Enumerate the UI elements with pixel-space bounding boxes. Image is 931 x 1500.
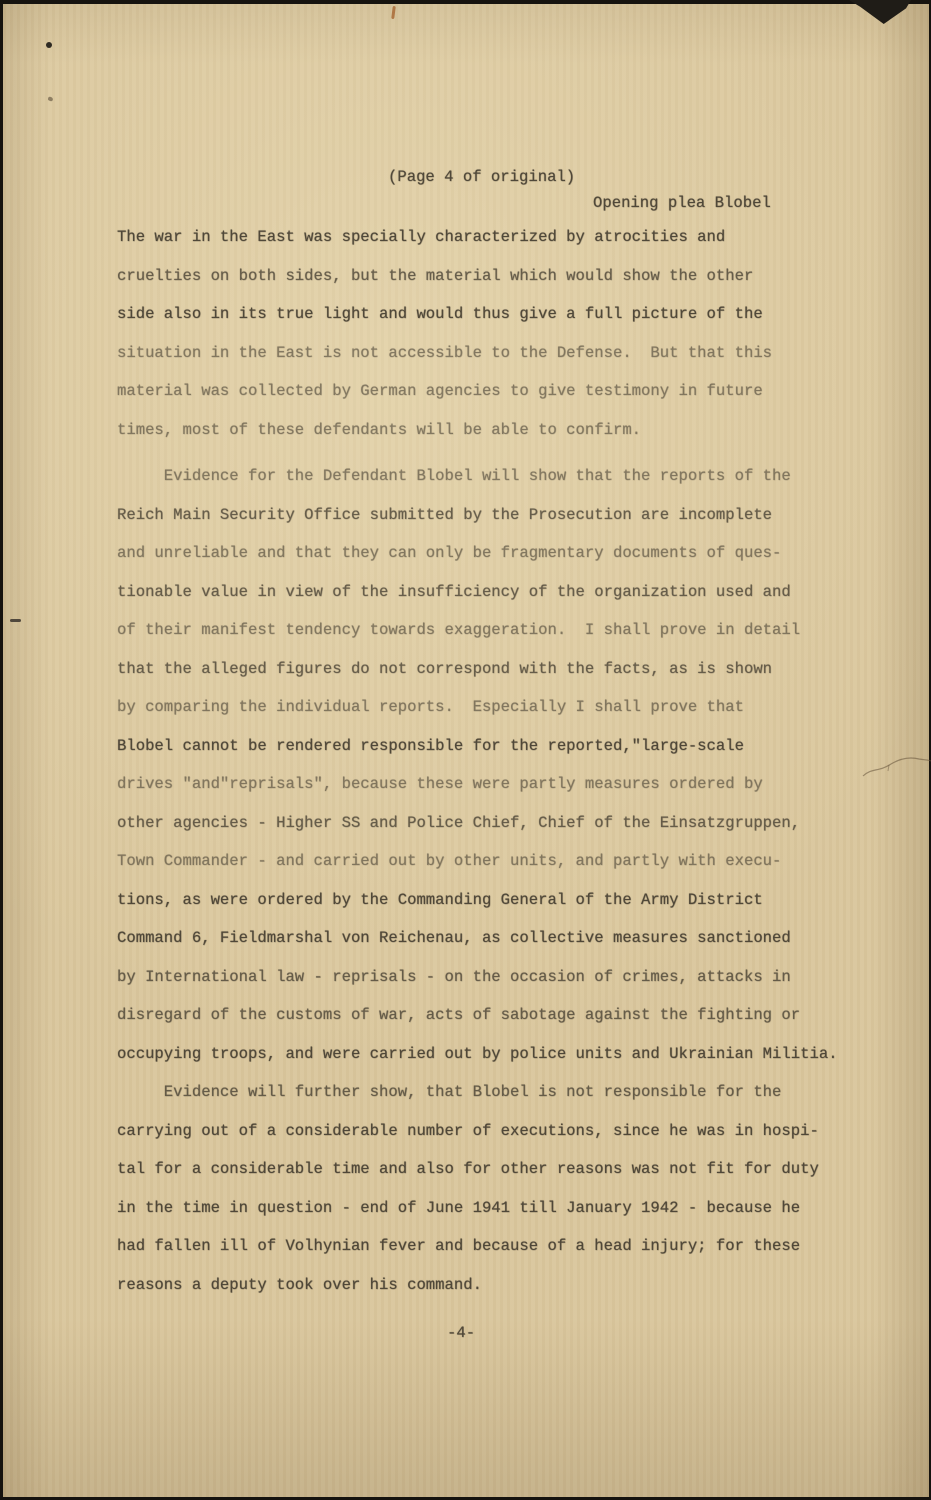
fiber-mark <box>391 6 395 19</box>
text-line: material was collected by German agencies to give testimony in future <box>117 382 763 400</box>
text-line: of their manifest tendency towards exaggeration. I shall prove in detail <box>117 621 801 639</box>
page-note: (Page 4 of original) <box>388 168 576 186</box>
edge-mark <box>10 619 21 622</box>
text-line: drives "and"reprisals", because these were partly measures ordered by <box>117 775 763 793</box>
text-line: cruelties on both sides, but the material which would show the other <box>117 266 754 285</box>
text-line: and unreliable and that they can only be fragmentary documents of ques- <box>117 544 782 562</box>
text-line: Evidence for the Defendant Blobel will show that the reports of the <box>117 467 791 485</box>
document-body <box>117 218 877 1304</box>
text-line: occupying troops, and were carried out by police units and Ukrainian Militia. <box>117 1044 838 1063</box>
text-line: carrying out of a considerable number of executions, since he was in hospi- <box>117 1121 819 1140</box>
ink-speck <box>47 96 53 101</box>
text-line: Town Commander - and carried out by other units, and partly with execu- <box>117 852 782 870</box>
text-line: tal for a considerable time and also for other reasons was not fit for duty <box>117 1160 819 1178</box>
text-line: Command 6, Fieldmarshal von Reichenau, as collective measures sanctioned <box>117 929 791 947</box>
text-line: Evidence will further show, that Blobel is not responsible for the <box>117 1083 782 1101</box>
text-line: times, most of these defendants will be able to confirm. <box>117 420 642 439</box>
page-number: -4- <box>447 1324 476 1342</box>
text-line: disregard of the customs of war, acts of sabotage against the fighting or <box>117 1006 801 1024</box>
text-line: side also in its true light and would thus give a full picture of the <box>117 305 763 323</box>
text-line: The war in the East was specially characterized by atrocities and <box>117 228 726 246</box>
crease-line <box>861 754 931 784</box>
text-line: Reich Main Security Office submitted by the Prosecution are incomplete <box>117 505 773 524</box>
text-line: that the alleged figures do not correspond with the facts, as is shown <box>117 659 773 678</box>
text-line: by comparing the individual reports. Especially I shall prove that <box>117 698 744 716</box>
text-line: Blobel cannot be rendered responsible for the reported,"large-scale <box>117 736 744 755</box>
paper-sheet <box>3 4 929 1497</box>
text-line: tionable value in view of the insufficiency of the organization used and <box>117 582 791 601</box>
document-title: Opening plea Blobel <box>593 194 771 212</box>
text-line: by International law - reprisals - on the occasion of crimes, attacks in <box>117 967 791 986</box>
ink-dot <box>46 42 52 48</box>
text-line: situation in the East is not accessible to the Defense. But that this <box>117 343 773 362</box>
text-line: tions, as were ordered by the Commanding General of the Army District <box>117 890 763 909</box>
text-line: in the time in question - end of June 1941 till January 1942 - because he <box>117 1198 801 1217</box>
text-line: reasons a deputy took over his command. <box>117 1275 482 1294</box>
text-line: other agencies - Higher SS and Police Chief, Chief of the Einsatzgruppen, <box>117 813 801 832</box>
text-line: had fallen ill of Volhynian fever and because of a head injury; for these <box>117 1237 801 1255</box>
